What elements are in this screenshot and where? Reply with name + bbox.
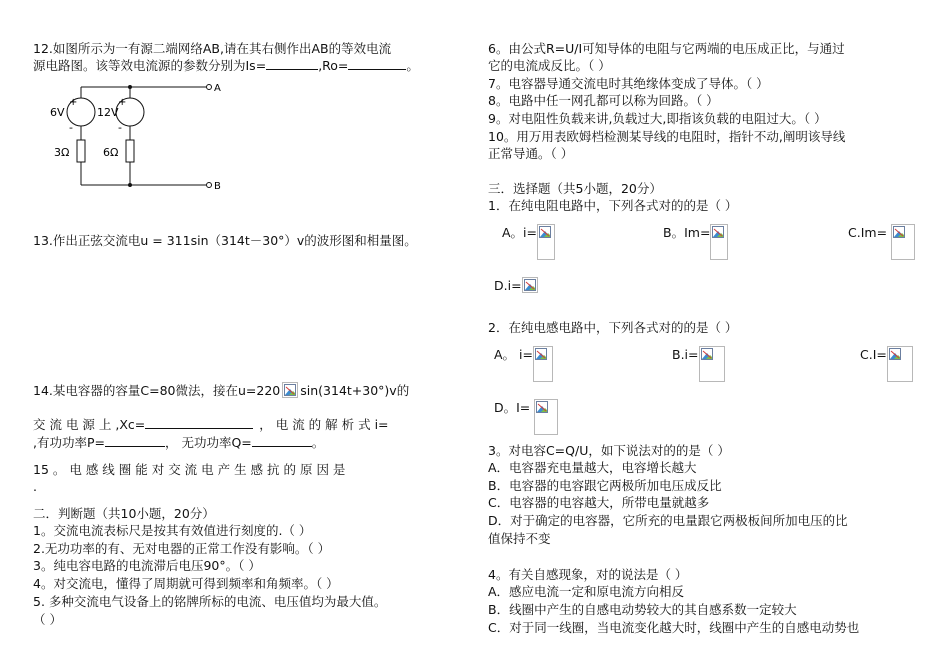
- image-icon: [712, 226, 724, 238]
- formula-image-placeholder: [710, 224, 728, 260]
- judge-item-6: 6。由公式R=U/I可知导体的电阻与它两端的电压成正比，与通过: [488, 41, 845, 56]
- p-blank[interactable]: [105, 434, 165, 447]
- image-icon: [701, 348, 713, 360]
- judge-item-9: 9。对电阻性负载来讲,负载过大,即指该负载的电阻过大。（ ）: [488, 111, 827, 126]
- judge-item-10-cont: 正常导通。（ ）: [488, 146, 574, 161]
- judge-item-3: 3。纯电容电路的电流滞后电压90°。（ ）: [33, 558, 261, 573]
- svg-text:B: B: [214, 181, 221, 192]
- image-icon: [889, 348, 901, 360]
- image-icon: [524, 279, 536, 291]
- choice-4-option-c[interactable]: C．对于同一线圈，当电流变化越大时，线圈中产生的自感电动势也: [488, 620, 860, 635]
- formula-image-placeholder: [887, 346, 913, 382]
- choice-4-option-b[interactable]: B．线圈中产生的自感电动势较大的其自感系数一定较大: [488, 602, 797, 617]
- choice-3-option-b[interactable]: B．电容器的电容跟它两极所加电压成反比: [488, 478, 722, 493]
- circuit-diagram: [40, 76, 230, 196]
- svg-text:3Ω: 3Ω: [54, 146, 70, 159]
- svg-text:6V: 6V: [50, 106, 65, 119]
- q12-line1: 12.如图所示为一有源二端网络AB,请在其右侧作出AB的等效电流: [33, 41, 392, 56]
- xc-blank[interactable]: [145, 416, 253, 429]
- svg-text:A: A: [214, 83, 221, 94]
- choice-2-question: 2．在纯电感电路中，下列各式对的的是（ ）: [488, 320, 738, 335]
- q15-line1: 15 。 电 感 线 圈 能 对 交 流 电 产 生 感 抗 的 原 因 是: [33, 462, 346, 477]
- choice-1-question: 1．在纯电阻电路中，下列各式对的的是（ ）: [488, 198, 738, 213]
- svg-text:12V: 12V: [97, 106, 119, 119]
- choice-2-option-d[interactable]: D。I=: [494, 399, 558, 435]
- judge-item-5: 5. 多种交流电气设备上的铭牌所标的电流、电压值均为最大值。: [33, 594, 387, 609]
- formula-image-placeholder: [891, 224, 915, 260]
- choice-1-option-d[interactable]: D.i=: [494, 277, 538, 294]
- choice-3-option-d-cont: 值保持不变: [488, 531, 551, 546]
- svg-text:6Ω: 6Ω: [103, 146, 119, 159]
- is-blank[interactable]: [266, 57, 318, 70]
- judge-item-7: 7。电容器导通交流电时其绝缘体变成了导体。（ ）: [488, 76, 769, 91]
- judge-item-5-cont: （ ）: [33, 612, 62, 627]
- judge-item-10: 10。用万用表欧姆档检测某导线的电阻时，指针不动,阐明该导线: [488, 129, 846, 144]
- section2-title: 二．判断题（共10小题，20分）: [33, 506, 215, 521]
- q14-line3: ,有功功率P= ， 无功功率Q= 。: [33, 435, 325, 450]
- choice-3-option-a[interactable]: A．电容器充电量越大，电容增长越大: [488, 460, 697, 475]
- image-icon: [536, 401, 548, 413]
- section3-title: 三．选择题（共5小题，20分）: [488, 181, 662, 196]
- q-blank[interactable]: [252, 434, 312, 447]
- formula-image-placeholder: [533, 346, 553, 382]
- judge-item-8: 8。电路中任一网孔都可以称为回路。（ ）: [488, 93, 719, 108]
- judge-item-2: 2.无功功率的有、无对电器的正常工作没有影响。（ ）: [33, 541, 331, 556]
- formula-image-placeholder: [522, 277, 538, 293]
- choice-2-option-a[interactable]: A。 i=: [494, 346, 553, 382]
- choice-4-question: 4。有关自感现象，对的说法是（ ）: [488, 567, 688, 582]
- q15-line2: .: [33, 479, 37, 494]
- choice-3-option-c[interactable]: C．电容器的电容越大，所带电量就越多: [488, 495, 710, 510]
- choice-3-option-d[interactable]: D．对于确定的电容器，它所充的电量跟它两极板间所加电压的比: [488, 513, 848, 528]
- image-icon: [893, 226, 905, 238]
- image-icon: [535, 348, 547, 360]
- formula-image-placeholder: [699, 346, 725, 382]
- choice-4-option-a[interactable]: A．感应电流一定和原电流方向相反: [488, 584, 685, 599]
- choice-2-option-c[interactable]: C.I=: [860, 346, 913, 382]
- svg-text:-: -: [69, 121, 73, 134]
- choice-1-option-c[interactable]: C.Im=: [848, 224, 915, 260]
- image-icon: [539, 226, 551, 238]
- q14-line1: 14.某电容器的容量C=80微法，接在u=220 sin(314t+30°)v的: [33, 383, 410, 398]
- choice-1-option-b[interactable]: B。Im=: [663, 224, 728, 260]
- svg-text:+: +: [118, 97, 127, 108]
- choice-2-option-b[interactable]: B.i=: [672, 346, 725, 382]
- judge-item-6-cont: 它的电流成反比。（ ）: [488, 58, 611, 73]
- q14-line2: 交 流 电 源 上 ,Xc= ， 电 流 的 解 析 式 i=: [33, 417, 389, 432]
- sqrt2-image-placeholder: [282, 382, 298, 398]
- q13-text: 13.作出正弦交流电u = 311sin（314t－30°）v的波形图和相量图。: [33, 233, 417, 248]
- formula-image-placeholder: [534, 399, 558, 435]
- judge-item-4: 4。对交流电，懂得了周期就可得到频率和角频率。（ ）: [33, 576, 339, 591]
- choice-1-option-a[interactable]: A。i=: [502, 224, 555, 260]
- q12-line2: 源电路图。该等效电流源的参数分别为Is= ,Ro= 。: [33, 58, 419, 73]
- svg-text:+: +: [69, 97, 78, 108]
- image-icon: [284, 384, 296, 396]
- svg-text:-: -: [118, 121, 122, 134]
- judge-item-1: 1。交流电流表标尺是按其有效值进行刻度的.（ ）: [33, 523, 312, 538]
- formula-image-placeholder: [537, 224, 555, 260]
- choice-3-question: 3。对电容C=Q/U，如下说法对的的是（ ）: [488, 443, 730, 458]
- ro-blank[interactable]: [348, 57, 406, 70]
